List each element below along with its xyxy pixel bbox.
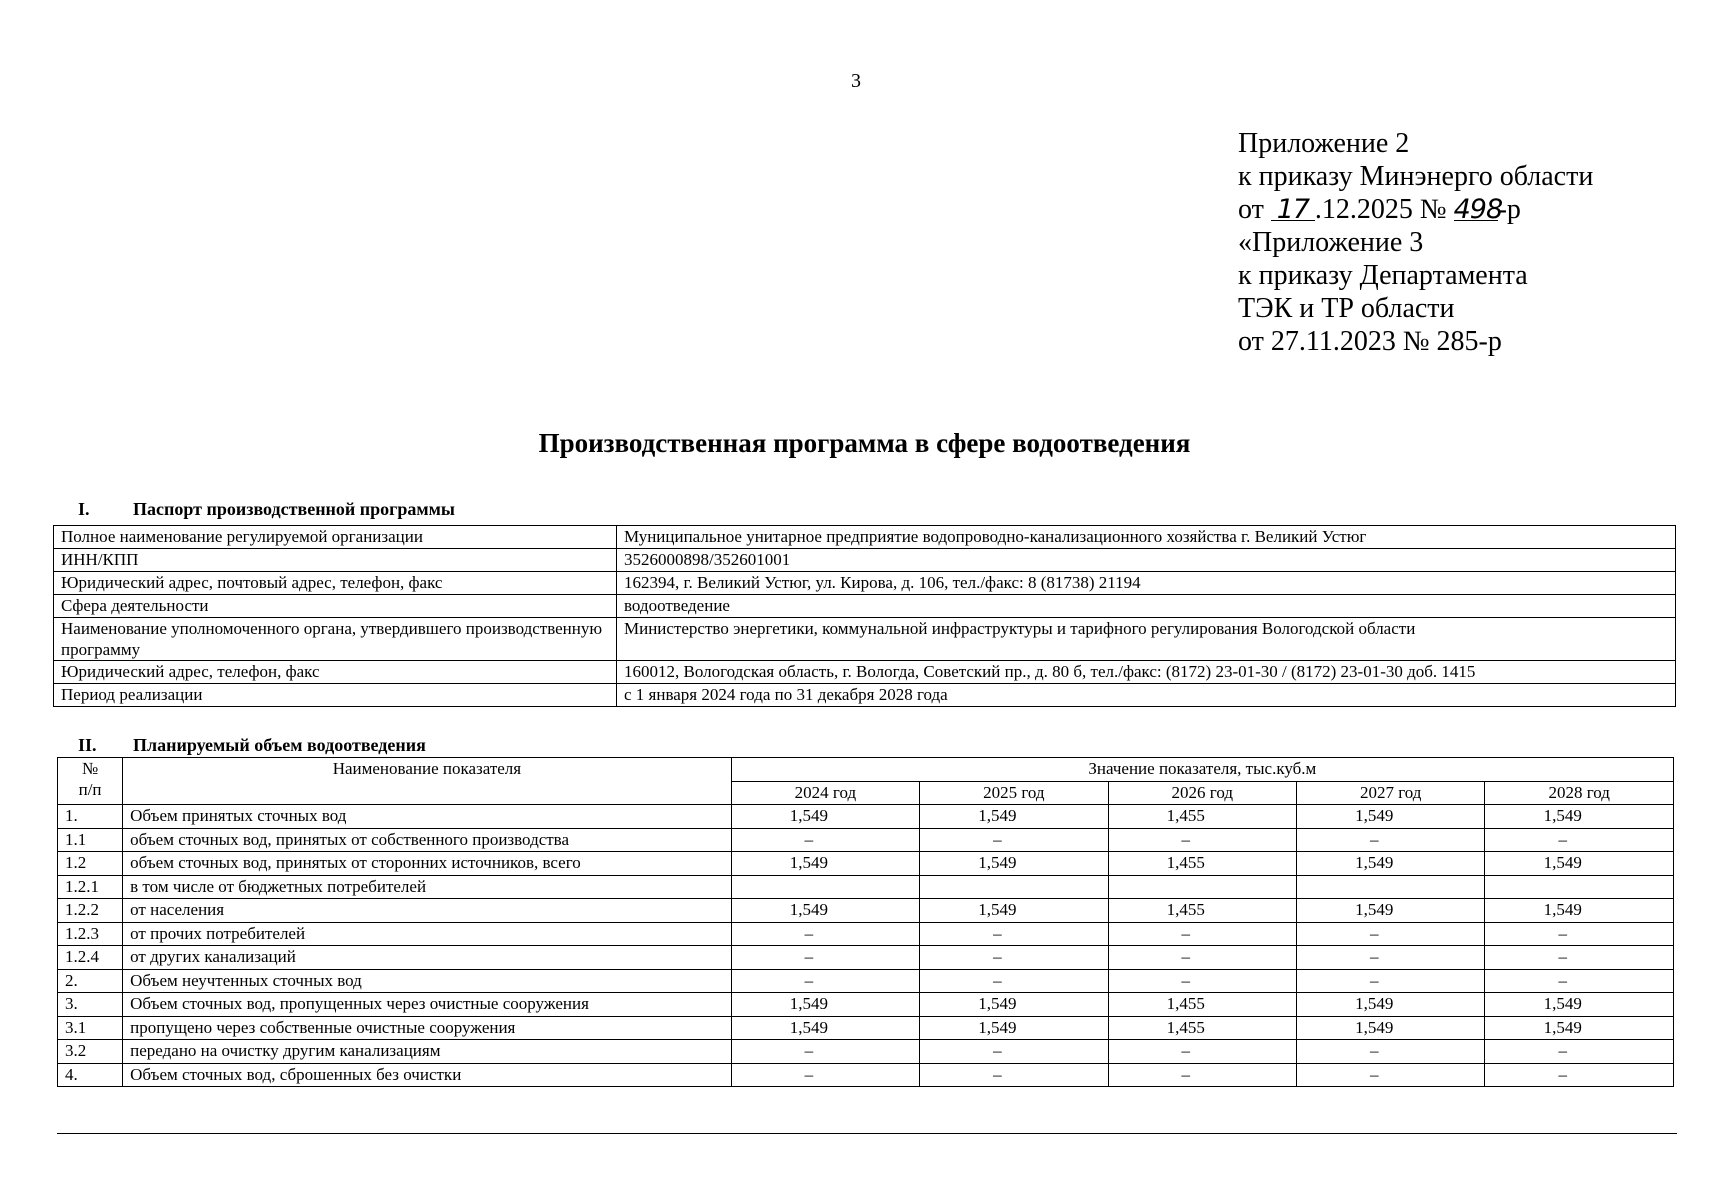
row-indicator-name: в том числе от бюджетных потребителей [123, 875, 732, 899]
header-year: 2027 год [1297, 781, 1485, 805]
row-value: – [920, 922, 1108, 946]
passport-row [54, 684, 1676, 707]
appendix-line-4: «Приложение 3 [1238, 227, 1424, 258]
passport-table [53, 525, 1676, 707]
row-indicator-name: Объем сточных вод, сброшенных без очистки [123, 1063, 732, 1087]
row-value: 1,549 [1297, 899, 1485, 923]
appendix-line-3 [1238, 193, 1593, 226]
row-value: 1,455 [1108, 852, 1296, 876]
row-value: – [1108, 828, 1296, 852]
passport-label: Юридический адрес, телефон, факс [54, 661, 617, 684]
appendix-line-2: к приказу Минэнерго области [1238, 161, 1594, 192]
row-value: 1,549 [920, 1016, 1108, 1040]
row-value: 1,549 [1485, 1016, 1674, 1040]
row-number: 1. [58, 805, 123, 829]
passport-row [54, 572, 1676, 595]
bottom-rule [57, 1133, 1677, 1134]
appendix-line-6: ТЭК и ТР области [1238, 293, 1455, 324]
row-value: – [731, 828, 919, 852]
row-value: – [920, 969, 1108, 993]
section-1-number: I. [78, 499, 90, 519]
row-value [1485, 875, 1674, 899]
row-value: – [1297, 946, 1485, 970]
passport-row [54, 526, 1676, 549]
row-indicator-name: от населения [123, 899, 732, 923]
volume-row [58, 899, 1674, 923]
row-value: – [920, 1063, 1108, 1087]
volume-row [58, 1063, 1674, 1087]
row-value: – [1485, 828, 1674, 852]
passport-value: 162394, г. Великий Устюг, ул. Кирова, д. 106, тел./факс: 8 (81738) 21194 [617, 572, 1676, 595]
volume-row [58, 1040, 1674, 1064]
row-value: – [731, 946, 919, 970]
appendix-line-1: Приложение 2 [1238, 128, 1410, 159]
appendix-date-middle: .12.2025 № [1314, 194, 1447, 225]
row-indicator-name: Объем сточных вод, пропущенных через очистные сооружения [123, 993, 732, 1017]
section-1-heading [78, 499, 455, 520]
row-value: 1,455 [1108, 805, 1296, 829]
passport-value: 160012, Вологодская область, г. Вологда, Советский пр., д. 80 б, тел./факс: (8172) 23-01-30 / (8172) 23-01-30 доб. 1415 [617, 661, 1676, 684]
passport-label: Сфера деятельности [54, 595, 617, 618]
appendix-block [1238, 127, 1593, 358]
row-value: – [731, 922, 919, 946]
passport-value: с 1 января 2024 года по 31 декабря 2028 года [617, 684, 1676, 707]
volume-row [58, 946, 1674, 970]
passport-label: Наименование уполномоченного органа, утвердившего производственную программу [54, 618, 617, 661]
passport-value: водоотведение [617, 595, 1676, 618]
row-number: 1.1 [58, 828, 123, 852]
row-number: 1.2.2 [58, 899, 123, 923]
row-value: 1,549 [920, 993, 1108, 1017]
passport-label: Юридический адрес, почтовый адрес, телефон, факс [54, 572, 617, 595]
row-value: 1,455 [1108, 993, 1296, 1017]
row-value: – [1108, 969, 1296, 993]
volume-row [58, 805, 1674, 829]
row-value [731, 875, 919, 899]
passport-value: 3526000898/352601001 [617, 549, 1676, 572]
row-value [920, 875, 1108, 899]
row-value: 1,455 [1108, 899, 1296, 923]
passport-row [54, 661, 1676, 684]
row-indicator-name: объем сточных вод, принятых от сторонних источников, всего [123, 852, 732, 876]
row-value: 1,549 [1297, 1016, 1485, 1040]
row-number: 3. [58, 993, 123, 1017]
passport-label: Полное наименование регулируемой организации [54, 526, 617, 549]
section-2-number: II. [78, 735, 97, 755]
row-value: 1,549 [731, 852, 919, 876]
row-number: 1.2.3 [58, 922, 123, 946]
row-indicator-name: передано на очистку другим канализациям [123, 1040, 732, 1064]
row-indicator-name: от прочих потребителей [123, 922, 732, 946]
row-value: – [1297, 922, 1485, 946]
header-year: 2025 год [920, 781, 1108, 805]
row-number: 3.2 [58, 1040, 123, 1064]
row-value: – [1485, 946, 1674, 970]
row-value: 1,549 [920, 805, 1108, 829]
handwritten-order-number: 498 [1453, 194, 1503, 225]
volume-row [58, 875, 1674, 899]
document-title: Производственная программа в сфере водоотведения [538, 428, 1191, 458]
row-indicator-name: Объем неучтенных сточных вод [123, 969, 732, 993]
row-value: 1,549 [731, 899, 919, 923]
passport-label: Период реализации [54, 684, 617, 707]
row-value: – [1297, 1063, 1485, 1087]
appendix-line-5: к приказу Департамента [1238, 260, 1528, 291]
row-value: 1,549 [1297, 993, 1485, 1017]
row-value [1297, 875, 1485, 899]
row-value: 1,549 [1297, 852, 1485, 876]
row-value: 1,455 [1108, 1016, 1296, 1040]
row-value: – [731, 969, 919, 993]
row-value: – [1108, 922, 1296, 946]
passport-value: Министерство энергетики, коммунальной инфраструктуры и тарифного регулирования Вологодской области [617, 618, 1676, 661]
passport-value: Муниципальное унитарное предприятие водопроводно-канализационного хозяйства г. Великий Устюг [617, 526, 1676, 549]
header-value-group: Значение показателя, тыс.куб.м [731, 758, 1673, 782]
header-year: 2024 год [731, 781, 919, 805]
row-indicator-name: пропущено через собственные очистные сооружения [123, 1016, 732, 1040]
page-number: 3 [851, 70, 861, 92]
volume-header-row-1 [58, 758, 1674, 782]
appendix-line-7: от 27.11.2023 № 285-р [1238, 326, 1502, 357]
row-value: 1,549 [920, 852, 1108, 876]
row-number: 3.1 [58, 1016, 123, 1040]
header-no: № п/п [58, 758, 123, 805]
appendix-date-prefix: от [1238, 194, 1264, 225]
row-number: 1.2.4 [58, 946, 123, 970]
header-year: 2028 год [1485, 781, 1674, 805]
row-indicator-name: Объем принятых сточных вод [123, 805, 732, 829]
passport-row [54, 549, 1676, 572]
passport-label: ИНН/КПП [54, 549, 617, 572]
row-value: – [1297, 969, 1485, 993]
volume-row [58, 993, 1674, 1017]
passport-row [54, 618, 1676, 661]
volume-row [58, 828, 1674, 852]
passport-row [54, 595, 1676, 618]
row-value: – [1108, 946, 1296, 970]
row-number: 1.2 [58, 852, 123, 876]
row-value: – [1108, 1063, 1296, 1087]
handwritten-day: 17 [1271, 193, 1315, 226]
row-value: – [1485, 922, 1674, 946]
row-value: – [1297, 828, 1485, 852]
volume-row [58, 1016, 1674, 1040]
row-value: 1,549 [731, 1016, 919, 1040]
header-year: 2026 год [1108, 781, 1296, 805]
section-1-title: Паспорт производственной программы [133, 499, 455, 519]
row-value: – [920, 828, 1108, 852]
row-value: – [1297, 1040, 1485, 1064]
row-value [1108, 875, 1296, 899]
row-value: 1,549 [920, 899, 1108, 923]
appendix-date-suffix: -р [1497, 194, 1521, 225]
row-value: – [1485, 969, 1674, 993]
row-value: 1,549 [1485, 993, 1674, 1017]
row-value: 1,549 [731, 805, 919, 829]
row-value: 1,549 [731, 993, 919, 1017]
header-name: Наименование показателя [123, 758, 732, 805]
row-indicator-name: от других канализаций [123, 946, 732, 970]
row-value: 1,549 [1485, 805, 1674, 829]
row-indicator-name: объем сточных вод, принятых от собственного производства [123, 828, 732, 852]
row-number: 4. [58, 1063, 123, 1087]
volume-row [58, 969, 1674, 993]
row-value: 1,549 [1485, 852, 1674, 876]
volume-row [58, 852, 1674, 876]
row-value: – [731, 1063, 919, 1087]
row-value: – [920, 946, 1108, 970]
row-value: – [731, 1040, 919, 1064]
row-number: 1.2.1 [58, 875, 123, 899]
row-number: 2. [58, 969, 123, 993]
section-2-heading [78, 735, 426, 756]
row-value: – [1108, 1040, 1296, 1064]
section-2-title: Планируемый объем водоотведения [133, 735, 426, 755]
volume-row [58, 922, 1674, 946]
volume-table [57, 757, 1674, 1087]
row-value: 1,549 [1485, 899, 1674, 923]
row-value: 1,549 [1297, 805, 1485, 829]
row-value: – [920, 1040, 1108, 1064]
row-value: – [1485, 1063, 1674, 1087]
row-value: – [1485, 1040, 1674, 1064]
